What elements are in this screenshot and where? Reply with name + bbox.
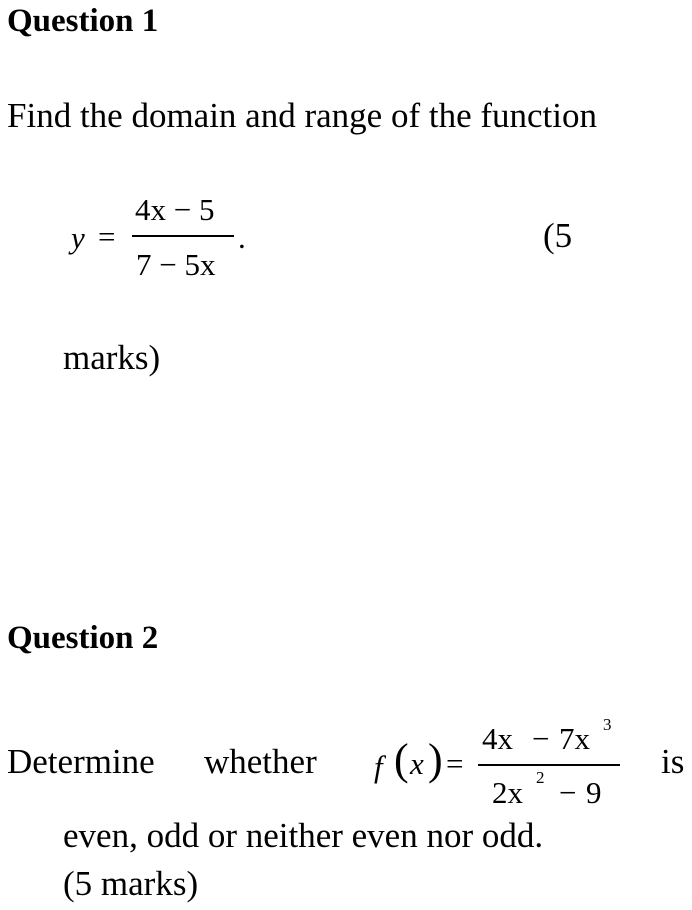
question-1-marks-close: marks) (63, 338, 161, 377)
function-close-paren: ) (428, 735, 443, 784)
function-name: f (374, 749, 383, 784)
question-2-prompt-is: is (661, 742, 685, 781)
question-2-marks: (5 marks) (63, 864, 199, 903)
numerator-operator: − (532, 721, 550, 756)
fraction-numerator: 4x − 5 (135, 192, 215, 227)
fraction-denominator: 7 − 5x (136, 247, 216, 282)
question-2-heading: Question 2 (7, 620, 159, 656)
equation-period: . (238, 220, 246, 255)
equation-equals: = (98, 219, 116, 254)
numerator-term-b: 7x (559, 721, 590, 756)
question-1-marks-open: (5 (543, 216, 573, 255)
question-1-heading: Question 1 (7, 3, 159, 39)
question-1-prompt: Find the domain and range of the function (7, 96, 597, 135)
function-equals: = (446, 746, 464, 781)
denominator-exponent: 2 (536, 768, 545, 787)
numerator-exponent: 3 (603, 715, 612, 734)
equation-lhs: y (71, 220, 85, 255)
function-variable: x (410, 746, 424, 781)
question-2-prompt-start: Determine (7, 742, 155, 781)
question-2-line-2: even, odd or neither even nor odd. (63, 816, 544, 855)
q2-fraction-bar (478, 764, 620, 766)
denominator-term-a: 2x (492, 775, 523, 810)
function-open-paren: ( (394, 735, 409, 784)
denominator-term-b: 9 (586, 775, 602, 810)
numerator-term-a: 4x (482, 721, 513, 756)
fraction-bar (132, 235, 234, 237)
question-2-prompt-whether: whether (204, 742, 317, 781)
denominator-operator: − (559, 775, 577, 810)
